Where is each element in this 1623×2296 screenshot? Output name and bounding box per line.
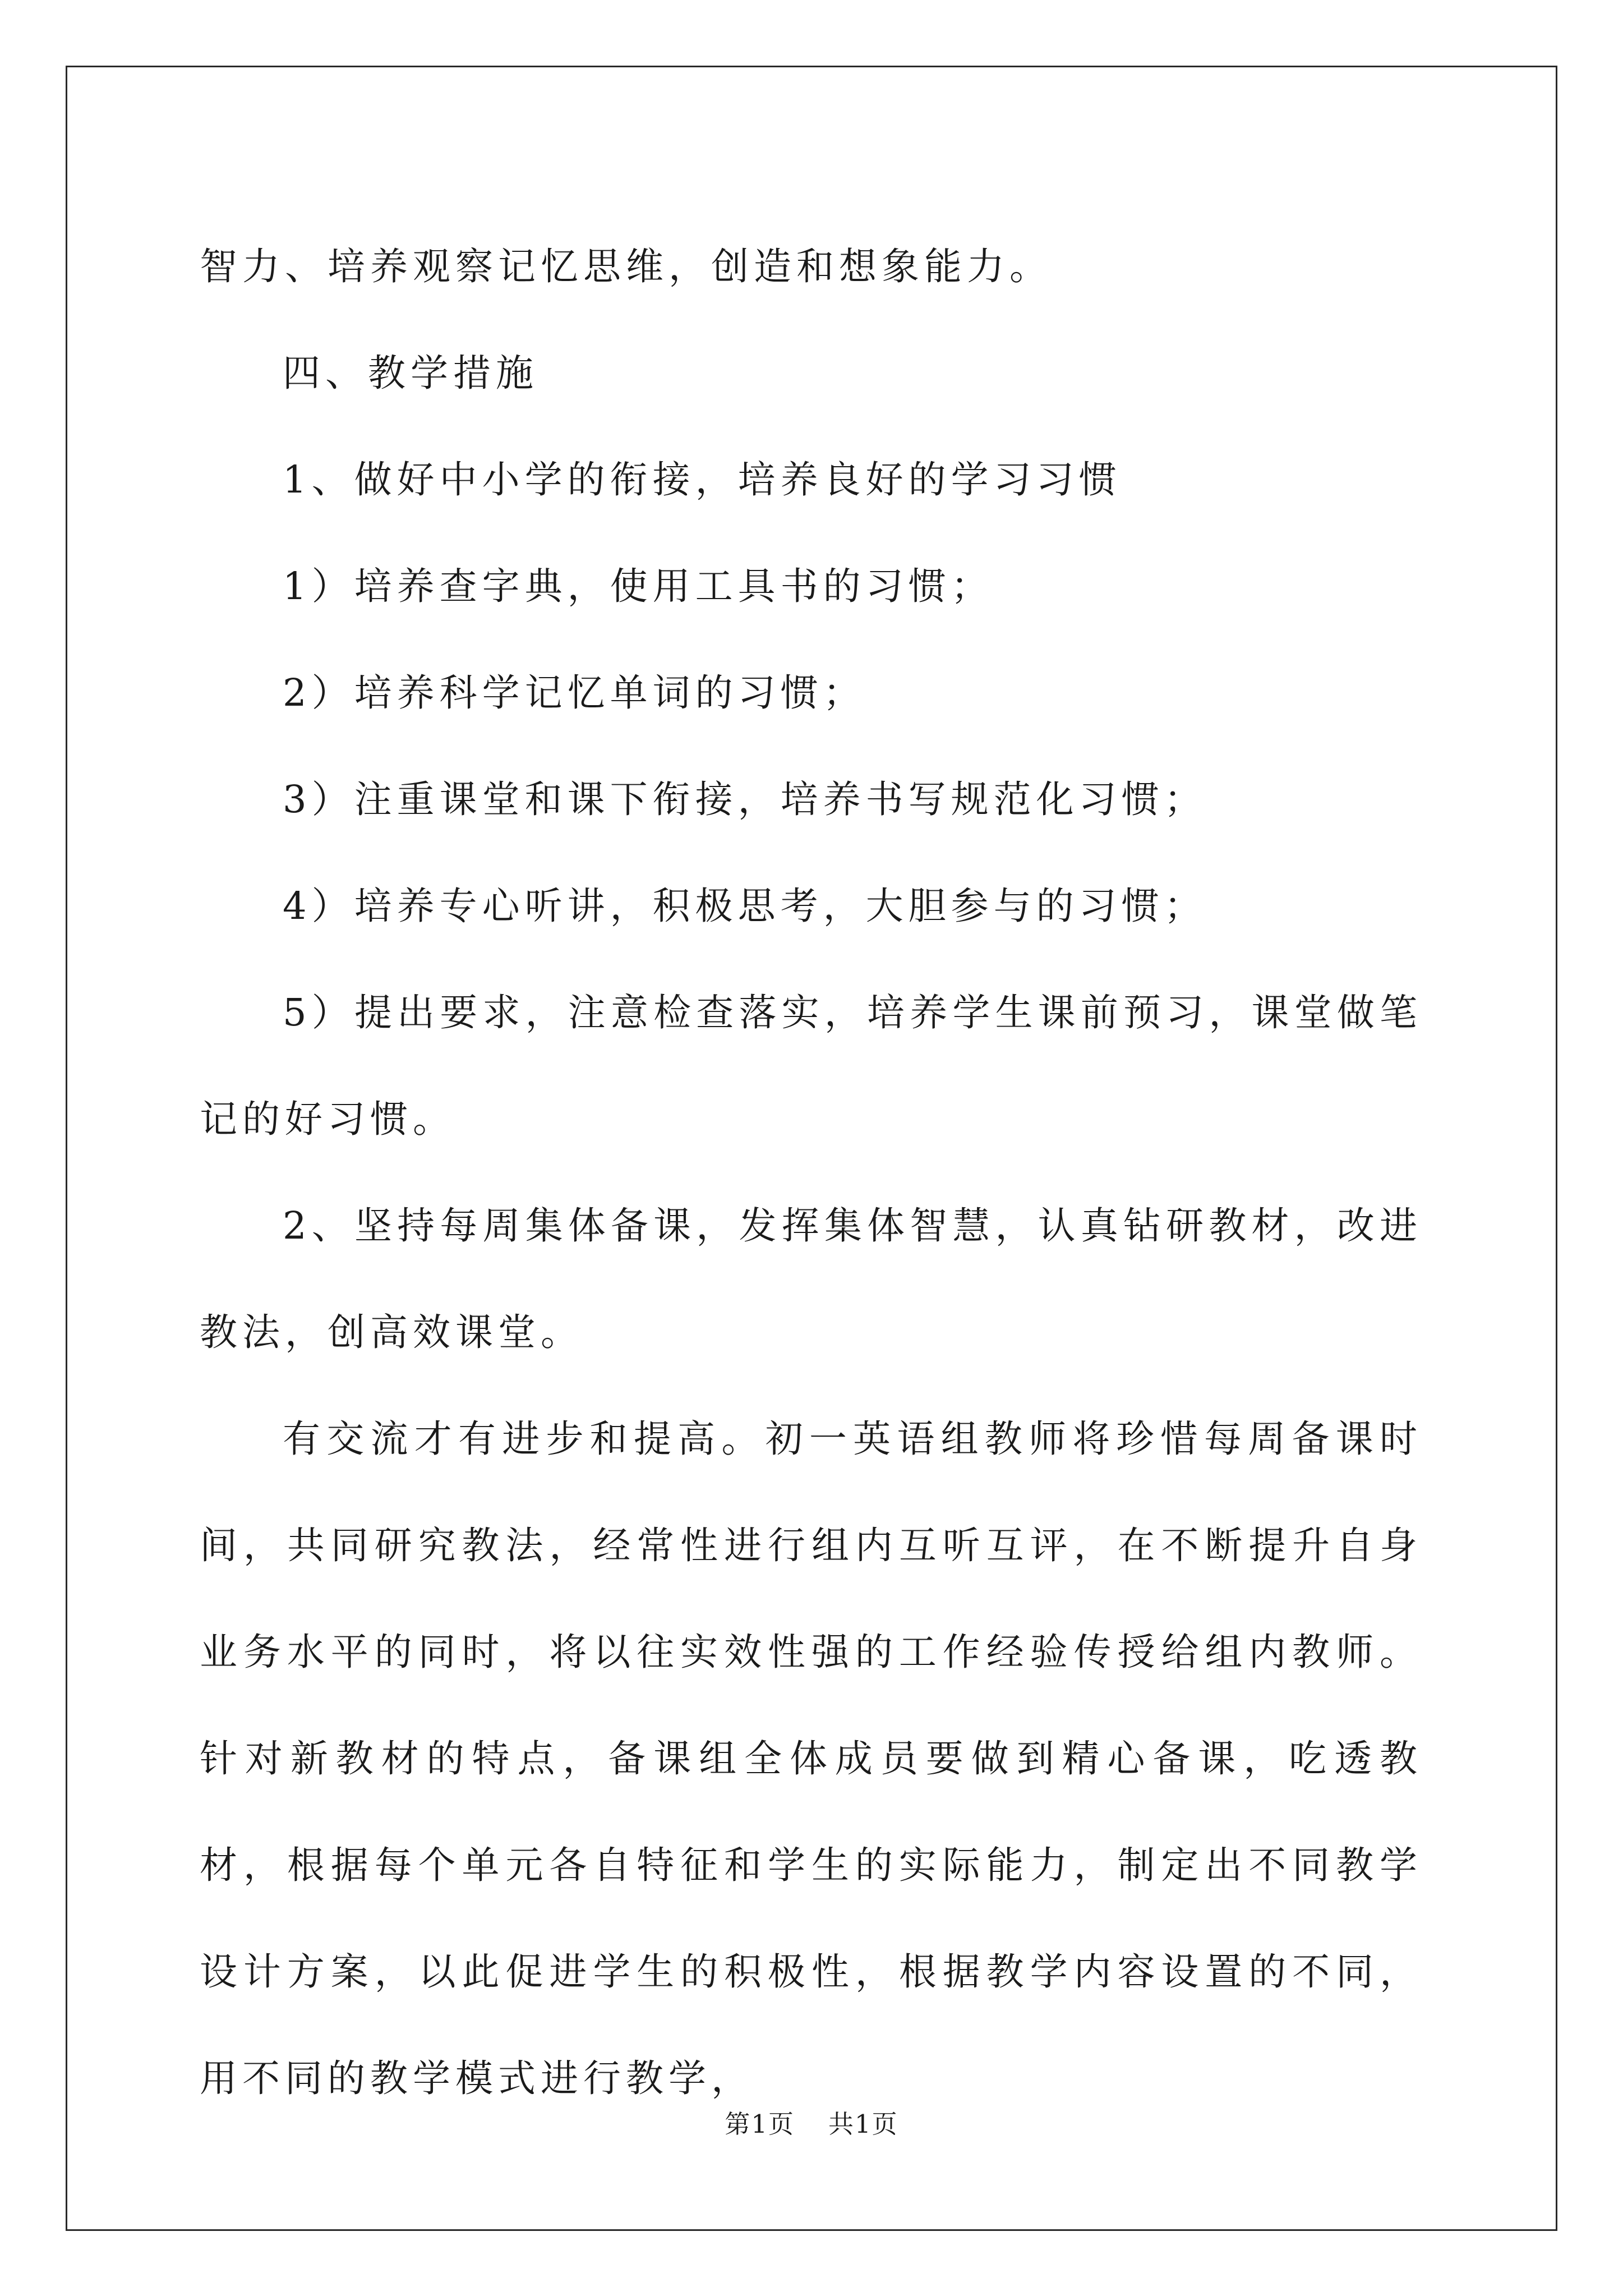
paragraph-item-1: 1、做好中小学的衔接，培养良好的学习习惯 [283, 458, 1122, 501]
section-heading-teaching-measures: 四、教学措施 [283, 351, 538, 395]
page-footer [0, 2104, 1623, 2140]
page-total: 共1页 [828, 2109, 898, 2139]
page-number: 第1页 [725, 2109, 795, 2139]
paragraph-1: 智力、培养观察记忆思维，创造和想象能力。 [200, 245, 1052, 288]
sub-item-1: 1）培养查字典，使用工具书的习惯； [283, 564, 994, 608]
sub-item-5: 5）提出要求，注意检查落实，培养学生课前预习，课堂做笔记的好习惯。 [200, 991, 1422, 1141]
paragraph-item-2: 2、坚持每周集体备课，发挥集体智慧，认真钻研教材，改进教法，创高效课堂。 [200, 1204, 1422, 1354]
paragraph-body: 有交流才有进步和提高。初一英语组教师将珍惜每周备课时间，共同研究教法，经常性进行组内互听互评，在不断提升自身业务水平的同时，将以往实效性强的工作经验传授给组内教师。针对新教材的特点，备课组全体成员要做到精心备课，吃透教材，根据每个单元各自特征和学生的实际能力，制定出不同教学设计方案，以此促进学生的积极性，根据教学内容设置的不同，用不同的教学模式进行教学， [200, 1417, 1422, 2100]
sub-item-3: 3）注重课堂和课下衔接，培养书写规范化习惯； [283, 777, 1207, 821]
sub-item-4: 4）培养专心听讲，积极思考，大胆参与的习惯； [283, 884, 1207, 928]
document-body [200, 213, 1422, 2132]
sub-item-2: 2）培养科学记忆单词的习惯； [283, 671, 866, 715]
